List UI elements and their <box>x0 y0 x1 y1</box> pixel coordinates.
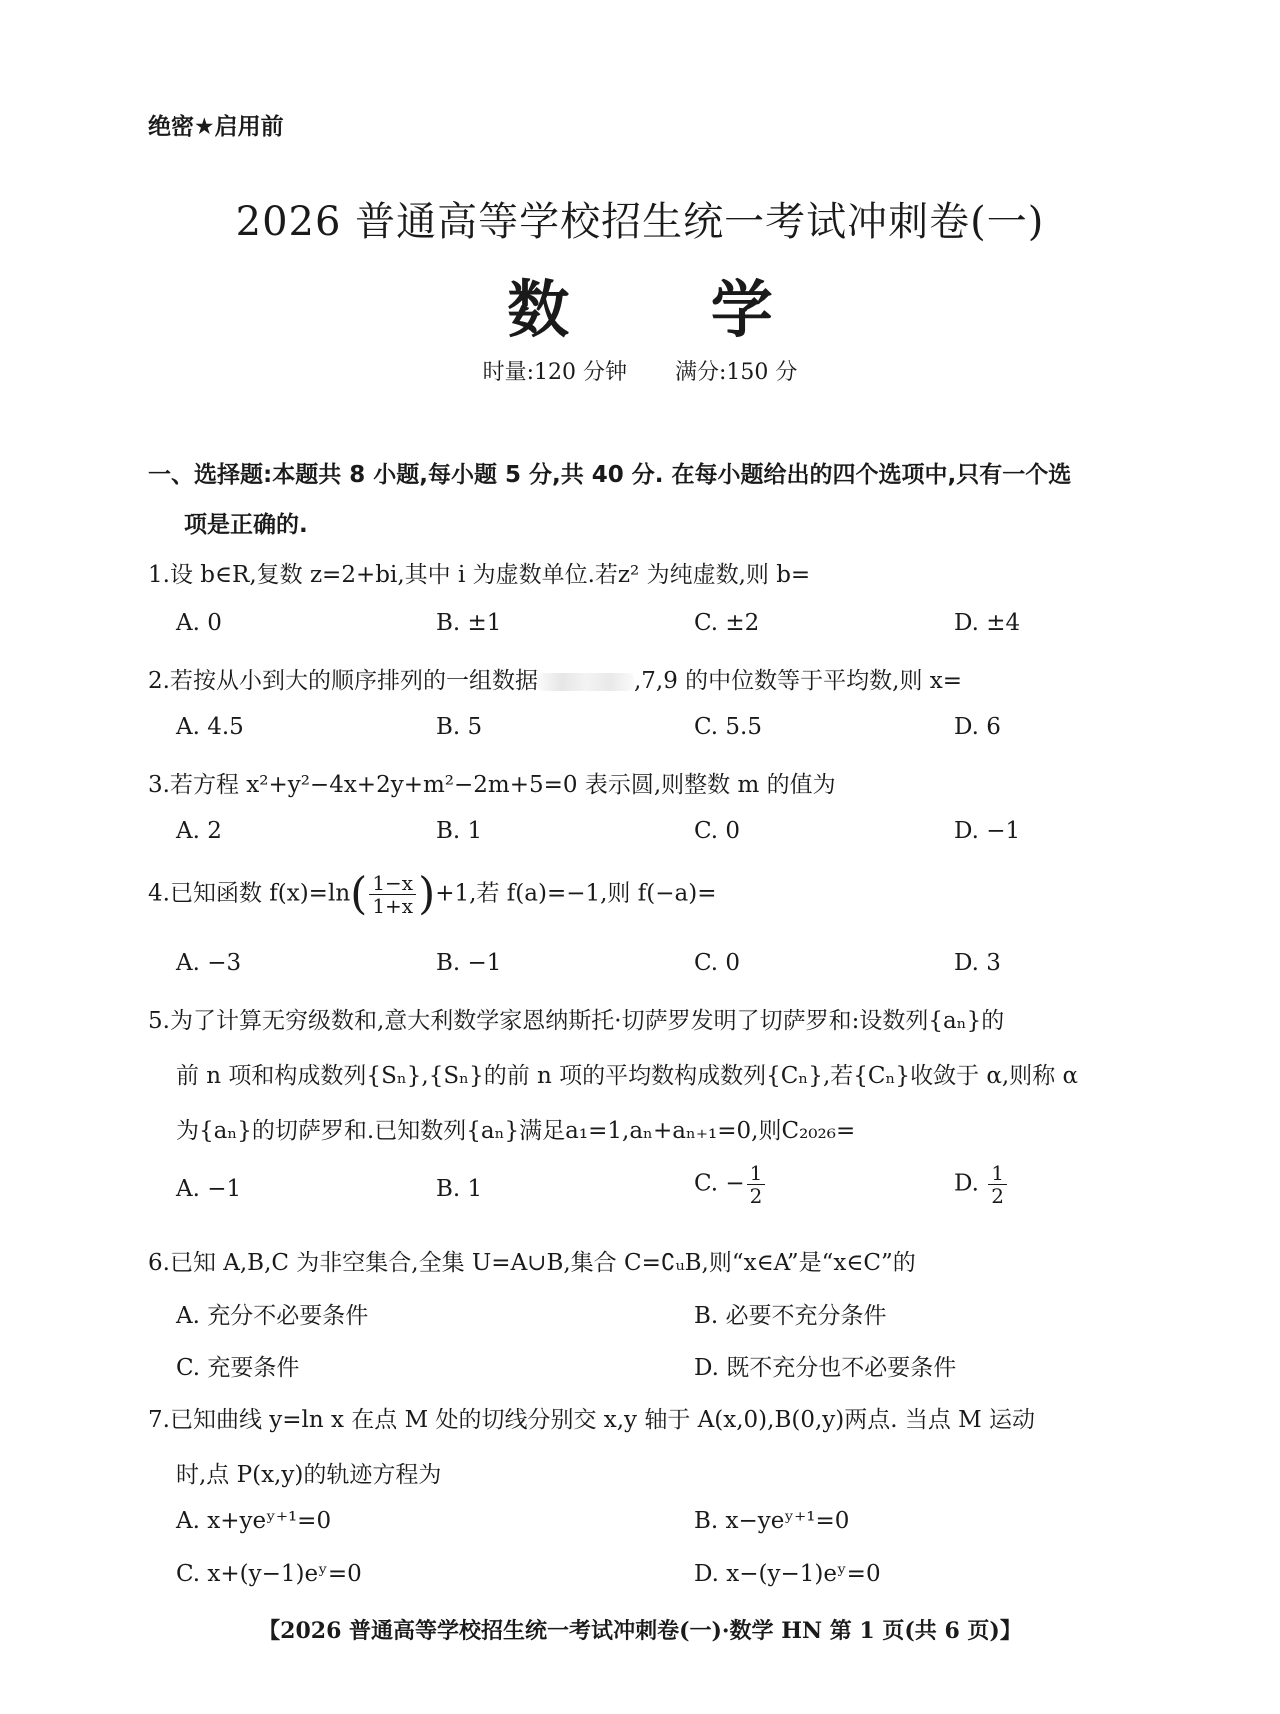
q5-option-d-fraction <box>988 1162 1007 1207</box>
q4-stem-end: +1,若 f(a)=−1,则 f(−a)= <box>435 880 717 907</box>
question-2-stem <box>148 662 962 695</box>
q4-option-b: B. −1 <box>436 950 502 976</box>
confidential-label: 绝密★启用前 <box>148 114 284 140</box>
q5-option-a: A. −1 <box>176 1176 242 1202</box>
question-5-line2: 前 n 项和构成数列{Sₙ},{Sₙ}的前 n 项的平均数构成数列{Cₙ},若{Cₙ}收敛于 α,则称 α <box>176 1063 1079 1089</box>
q2-option-b: B. 5 <box>436 714 483 740</box>
q5-option-c-prefix: C. − <box>694 1170 745 1197</box>
exam-info <box>0 355 1280 386</box>
q2-option-c: C. 5.5 <box>694 714 762 740</box>
q3-option-a: A. 2 <box>176 818 222 844</box>
q5-d-numerator: 1 <box>988 1162 1007 1185</box>
right-paren: ) <box>418 868 436 920</box>
q5-option-b: B. 1 <box>436 1176 483 1202</box>
page-footer: 【2026 普通高等学校招生统一考试冲刺卷(一)·数学 HN 第 1 页(共 6 页)】 <box>258 1618 1022 1644</box>
q6-option-b: B. 必要不充分条件 <box>694 1303 887 1329</box>
q1-option-b: B. ±1 <box>436 610 502 636</box>
q4-option-a: A. −3 <box>176 950 242 976</box>
question-3-stem: 3.若方程 x²+y²−4x+2y+m²−2m+5=0 表示圆,则整数 m 的值为 <box>148 772 836 798</box>
q1-option-d: D. ±4 <box>954 610 1021 636</box>
q4-option-d: D. 3 <box>954 950 1001 976</box>
q5-c-numerator: 1 <box>747 1162 766 1185</box>
q4-fraction <box>369 872 416 917</box>
q1-option-c: C. ±2 <box>694 610 760 636</box>
q1-option-a: A. 0 <box>176 610 222 636</box>
q3-option-c: C. 0 <box>694 818 741 844</box>
q7-option-b: B. x−yeʸ⁺¹=0 <box>694 1508 850 1534</box>
q5-option-d <box>954 1162 1009 1207</box>
question-6-stem: 6.已知 A,B,C 为非空集合,全集 U=A∪B,集合 C=∁ᵤB,则“x∈A”是“x∈C”的 <box>148 1250 916 1276</box>
time-limit: 时量:120 分钟 <box>482 360 627 385</box>
q7-option-d: D. x−(y−1)eʸ=0 <box>694 1561 881 1587</box>
left-paren: ( <box>350 868 368 920</box>
obscured-data <box>538 673 634 691</box>
q2-option-d: D. 6 <box>954 714 1001 740</box>
question-1-stem: 1.设 b∈R,复数 z=2+bi,其中 i 为虚数单位.若z² 为纯虚数,则 b= <box>148 562 811 588</box>
q3-option-b: B. 1 <box>436 818 483 844</box>
q2-option-a: A. 4.5 <box>176 714 244 740</box>
q5-d-denominator: 2 <box>991 1184 1004 1208</box>
q7-option-a: A. x+yeʸ⁺¹=0 <box>176 1508 332 1534</box>
full-score: 满分:150 分 <box>675 360 798 385</box>
section-heading-line1: 一、选择题:本题共 8 小题,每小题 5 分,共 40 分. 在每小题给出的四个选项中,只有一个选 <box>148 462 1072 488</box>
exam-title: 2026 普通高等学校招生统一考试冲刺卷(一) <box>235 199 1045 245</box>
question-5-line3: 为{aₙ}的切萨罗和.已知数列{aₙ}满足a₁=1,aₙ+aₙ₊₁=0,则C₂₀₂₆= <box>176 1118 856 1144</box>
section-heading <box>148 450 1163 550</box>
section-heading-line2: 项是正确的. <box>184 512 308 538</box>
q6-option-d: D. 既不充分也不必要条件 <box>694 1355 957 1381</box>
question-5-line1: 5.为了计算无穷级数和,意大利数学家恩纳斯托·切萨罗发明了切萨罗和:设数列{aₙ}的 <box>148 1008 1005 1034</box>
question-7-line2: 时,点 P(x,y)的轨迹方程为 <box>176 1462 442 1488</box>
question-7-line1: 7.已知曲线 y=ln x 在点 M 处的切线分别交 x,y 轴于 A(x,0),B(0,y)两点. 当点 M 运动 <box>148 1407 1036 1433</box>
q6-option-c: C. 充要条件 <box>176 1355 300 1381</box>
q5-option-d-prefix: D. <box>954 1170 987 1197</box>
q2-stem-end: ,7,9 的中位数等于平均数,则 x= <box>633 668 963 694</box>
q7-option-c: C. x+(y−1)eʸ=0 <box>176 1561 362 1587</box>
question-4-stem <box>148 868 717 920</box>
q4-denominator: 1+x <box>372 894 414 918</box>
q4-numerator: 1−x <box>369 872 416 895</box>
q4-option-c: C. 0 <box>694 950 741 976</box>
q2-stem-start: 2.若按从小到大的顺序排列的一组数据 <box>148 668 538 694</box>
q6-option-a: A. 充分不必要条件 <box>176 1303 369 1329</box>
q4-stem-start: 4.已知函数 f(x)=ln <box>148 880 351 907</box>
q5-option-c-fraction <box>747 1162 766 1207</box>
q5-option-c <box>694 1162 767 1207</box>
subject-title: 数 学 <box>507 273 833 346</box>
q3-option-d: D. −1 <box>954 818 1021 844</box>
q5-c-denominator: 2 <box>749 1184 763 1208</box>
